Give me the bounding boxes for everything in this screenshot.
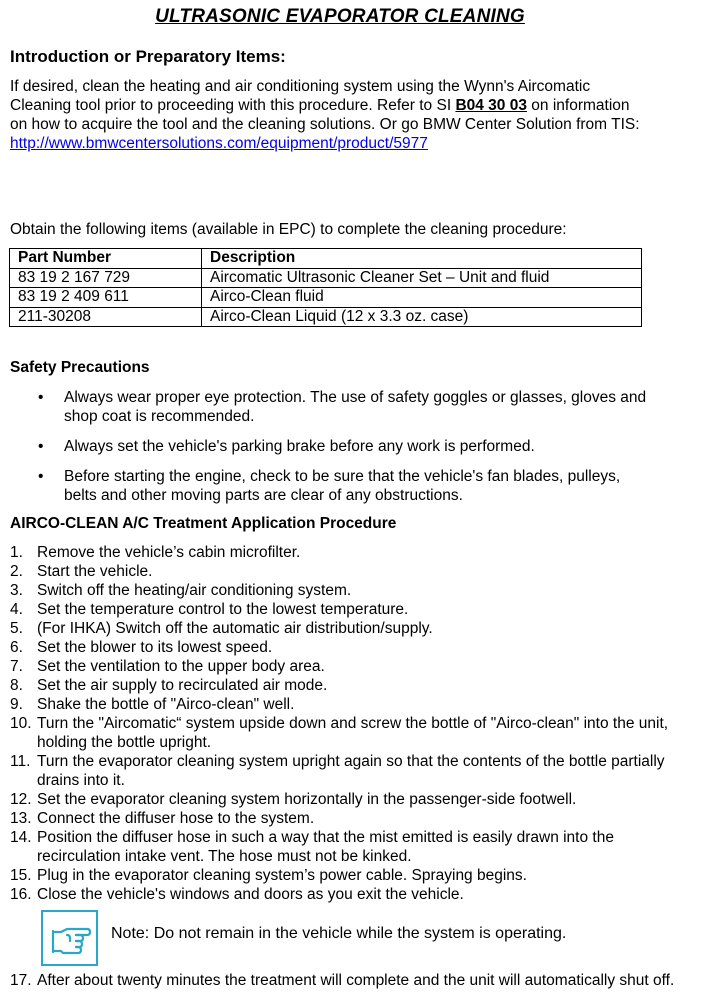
list-item <box>0 752 705 790</box>
step-text: Remove the vehicle’s cabin microfilter. <box>37 544 301 561</box>
intro-line: on how to acquire the tool and the cleaning solutions. Or go BMW Center Solution from TIS: <box>10 116 640 133</box>
list-item <box>0 676 705 695</box>
table-row <box>10 268 642 288</box>
step-text: (For IHKA) Switch off the automatic air distribution/supply. <box>37 620 433 637</box>
step-number: 2. <box>10 563 23 580</box>
obtain-items-text: Obtain the following items (available in EPC) to complete the cleaning procedure: <box>10 221 567 238</box>
list-item <box>0 638 705 657</box>
step-text: Start the vehicle. <box>37 563 153 580</box>
step-text: Set the evaporator cleaning system horizontally in the passenger-side footwell. <box>37 791 577 808</box>
step-number: 8. <box>10 677 23 694</box>
intro-paragraph <box>10 77 700 153</box>
intro-line: If desired, clean the heating and air conditioning system using the Wynn's Aircomatic <box>10 78 591 95</box>
step-text: Set the air supply to recirculated air mode. <box>37 677 328 694</box>
step-number: 3. <box>10 582 23 599</box>
description-cell: Aircomatic Ultrasonic Cleaner Set – Unit and fluid <box>202 268 642 288</box>
step-text: Plug in the evaporator cleaning system’s power cable. Spraying begins. <box>37 867 527 884</box>
list-item <box>0 467 705 505</box>
note-text: Note: Do not remain in the vehicle while the system is operating. <box>111 925 567 942</box>
list-item <box>0 885 705 904</box>
step-text: Shake the bottle of "Airco-clean" well. <box>37 696 295 713</box>
procedure-heading: AIRCO-CLEAN A/C Treatment Application Procedure <box>10 515 397 532</box>
table-row <box>10 307 642 327</box>
step-text: recirculation intake vent. The hose must not be kinked. <box>37 848 412 865</box>
list-item <box>0 581 705 600</box>
part-number-cell: 83 19 2 167 729 <box>10 268 202 288</box>
list-item <box>0 388 705 426</box>
list-item <box>0 695 705 714</box>
bullet-line: Always set the vehicle's parking brake before any work is performed. <box>64 438 535 455</box>
list-item <box>0 562 705 581</box>
intro-line <box>10 96 700 115</box>
intro-text: on information <box>526 97 630 114</box>
list-item <box>0 543 705 562</box>
intro-heading: Introduction or Preparatory Items: <box>10 47 286 66</box>
si-reference: B04 30 03 <box>455 97 527 114</box>
part-number-cell: 211-30208 <box>10 307 202 327</box>
note-box <box>41 910 701 966</box>
table-row <box>10 288 642 308</box>
step-text: Set the ventilation to the upper body area. <box>37 658 325 675</box>
column-header-part-number: Part Number <box>10 249 202 269</box>
step-number: 4. <box>10 601 23 618</box>
step-number: 9. <box>10 696 23 713</box>
pointing-hand-icon <box>41 910 98 966</box>
list-item <box>0 437 705 456</box>
safety-heading: Safety Precautions <box>10 359 150 376</box>
pointing-hand-glyph <box>49 920 91 958</box>
table-header-row <box>10 249 642 269</box>
step-number: 6. <box>10 639 23 656</box>
description-cell: Airco-Clean fluid <box>202 288 642 308</box>
step-text: Turn the evaporator cleaning system upright again so that the contents of the bottle partially <box>37 753 665 770</box>
bullet-icon: • <box>38 389 44 406</box>
step-number: 10. <box>10 715 32 732</box>
step-number: 11. <box>10 753 31 770</box>
bullet-line: Before starting the engine, check to be sure that the vehicle's fan blades, pulleys, <box>64 468 621 485</box>
bullet-icon: • <box>38 468 44 485</box>
bmw-center-solutions-link[interactable]: http://www.bmwcentersolutions.com/equipment/product/5977 <box>10 135 428 152</box>
list-item <box>0 790 705 809</box>
list-item <box>0 866 705 885</box>
description-cell: Airco-Clean Liquid (12 x 3.3 oz. case) <box>202 307 642 327</box>
bullet-icon: • <box>38 438 44 455</box>
step-text: Turn the "Aircomatic“ system upside down and screw the bottle of "Airco-clean" into the unit, <box>37 715 669 732</box>
list-item <box>0 714 705 752</box>
page-title: ULTRASONIC EVAPORATOR CLEANING <box>155 6 525 27</box>
step-text: Set the temperature control to the lowest temperature. <box>37 601 409 618</box>
step-number: 16. <box>10 886 32 903</box>
step-number: 7. <box>10 658 23 675</box>
bullet-line: belts and other moving parts are clear of any obstructions. <box>64 487 463 504</box>
bullet-line: shop coat is recommended. <box>64 408 255 425</box>
list-item <box>0 809 705 828</box>
step-text: Set the blower to its lowest speed. <box>37 639 273 656</box>
step-text: Switch off the heating/air conditioning system. <box>37 582 352 599</box>
step-text: Position the diffuser hose in such a way that the mist emitted is easily drawn into the <box>37 829 614 846</box>
step-number: 12. <box>10 791 32 808</box>
list-item <box>0 657 705 676</box>
list-item <box>0 619 705 638</box>
parts-table <box>9 248 642 327</box>
list-item <box>0 828 705 866</box>
intro-text: Cleaning tool prior to proceeding with this procedure. Refer to SI <box>10 97 456 114</box>
bullet-line: Always wear proper eye protection. The use of safety goggles or glasses, gloves and <box>64 389 647 406</box>
part-number-cell: 83 19 2 409 611 <box>10 288 202 308</box>
step-number: 1. <box>10 544 23 561</box>
step-text: After about twenty minutes the treatment will complete and the unit will automatically shut off. <box>37 972 675 989</box>
step-text: holding the bottle upright. <box>37 734 212 751</box>
step-number: 15. <box>10 867 32 884</box>
step-text: Close the vehicle's windows and doors as you exit the vehicle. <box>37 886 464 903</box>
safety-list <box>0 388 705 516</box>
step-number: 14. <box>10 829 32 846</box>
procedure-steps-list <box>0 543 705 904</box>
step-number: 13. <box>10 810 32 827</box>
step-text: Connect the diffuser hose to the system. <box>37 810 315 827</box>
step-text: drains into it. <box>37 772 125 789</box>
list-item <box>0 600 705 619</box>
column-header-description: Description <box>202 249 642 269</box>
step-number: 5. <box>10 620 23 637</box>
step-number: 17. <box>10 972 32 989</box>
